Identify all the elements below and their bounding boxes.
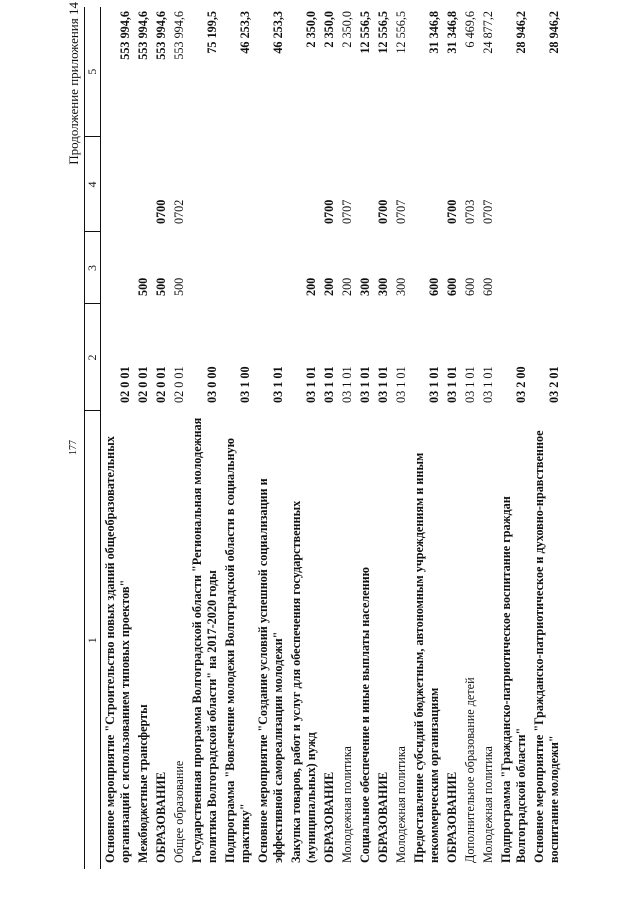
row-code-cell: 03 1 01 <box>271 366 285 403</box>
page-number: 177 <box>68 440 79 455</box>
row-sum-cell: 553 994,6 <box>154 11 168 60</box>
row-name-cell: Государственная программа Волгоградской области "Региональная молодежная политика Волгоградской области" на 2017-2020 годы <box>190 417 219 863</box>
continuation-label: Продолжение приложения 14 <box>66 2 81 165</box>
row-section-cell <box>530 137 563 232</box>
row-expense-type-cell: 200 <box>322 277 336 296</box>
row-sum-cell: 553 994,6 <box>118 11 132 60</box>
row-sum-cell: 12 556,5 <box>394 11 408 54</box>
row-sum-cell: 75 199,5 <box>205 11 219 54</box>
row-section-cell: 0707 <box>394 199 408 224</box>
table-row <box>188 7 221 869</box>
row-name-cell: Подпрограмма "Вовлечение молодежи Волгоградской области в социальную практику" <box>223 438 252 863</box>
row-section-cell: 0702 <box>172 199 186 224</box>
row-expense-type-cell: 300 <box>358 277 372 296</box>
row-expense-type-cell <box>254 232 287 304</box>
row-code-cell: 03 0 00 <box>205 366 219 403</box>
row-code-cell: 02 0 01 <box>136 366 150 403</box>
row-expense-type-cell: 500 <box>172 277 186 296</box>
row-section-cell: 0700 <box>376 199 390 224</box>
row-expense-type-cell <box>221 232 254 304</box>
table-row <box>479 7 497 869</box>
row-code-cell: 02 0 01 <box>172 366 186 403</box>
table-header-row <box>85 7 101 869</box>
row-code-cell: 03 1 01 <box>340 366 354 403</box>
row-sum-cell: 12 556,5 <box>358 11 372 54</box>
table-row <box>287 7 320 869</box>
row-sum-cell: 2 350,0 <box>322 11 336 48</box>
row-expense-type-cell: 600 <box>463 277 477 296</box>
table-row <box>254 7 287 869</box>
row-sum-cell: 553 994,6 <box>136 11 150 60</box>
row-code-cell: 03 1 00 <box>238 366 252 403</box>
row-expense-type-cell: 500 <box>136 277 150 296</box>
table-row <box>356 7 374 869</box>
row-name-cell: Закупка товаров, работ и услуг для обеспечения государственных (муниципальных) нужд <box>289 500 318 863</box>
column-header-2: 2 <box>85 304 101 411</box>
row-section-cell: 0700 <box>322 199 336 224</box>
column-header-1: 1 <box>85 411 101 869</box>
row-expense-type-cell <box>101 232 135 304</box>
table-row <box>221 7 254 869</box>
row-expense-type-cell: 300 <box>376 277 390 296</box>
row-name-cell: Подпрограмма "Гражданско-патриотическое воспитание граждан Волгоградской области" <box>499 496 528 863</box>
row-sum-cell: 31 346,8 <box>445 11 459 54</box>
row-code-cell: 03 1 01 <box>304 366 318 403</box>
row-code-cell: 03 2 00 <box>514 366 528 403</box>
row-expense-type-cell: 600 <box>481 277 495 296</box>
row-name-cell: ОБРАЗОВАНИЕ <box>376 771 390 863</box>
table-row <box>320 7 338 869</box>
row-name-cell: Предоставление субсидий бюджетным, автономным учреждениям и иным некоммерческим организациям <box>412 452 441 863</box>
row-expense-type-cell: 200 <box>340 277 354 296</box>
row-section-cell <box>221 137 254 232</box>
table-body <box>101 7 564 869</box>
row-section-cell <box>287 137 320 232</box>
row-name-cell: ОБРАЗОВАНИЕ <box>322 771 336 863</box>
row-code-cell: 03 2 01 <box>547 366 561 403</box>
row-section-cell <box>497 137 530 232</box>
table-row <box>497 7 530 869</box>
row-name-cell: Межбюджетные трансферты <box>136 704 150 863</box>
table-row <box>410 7 443 869</box>
row-expense-type-cell <box>530 232 563 304</box>
table-row <box>530 7 563 869</box>
row-name-cell: Дополнительное образование детей <box>463 677 477 863</box>
table-row <box>461 7 479 869</box>
table-row <box>392 7 410 869</box>
row-sum-cell: 553 994,6 <box>172 11 186 60</box>
row-code-cell: 03 1 01 <box>463 366 477 403</box>
row-sum-cell: 28 946,2 <box>514 11 528 54</box>
row-expense-type-cell: 500 <box>154 277 168 296</box>
row-sum-cell: 2 350,0 <box>340 11 354 48</box>
row-name-cell: Молодежная политика <box>394 746 408 863</box>
row-code-cell: 03 1 01 <box>481 366 495 403</box>
row-name-cell: Молодежная политика <box>340 746 354 863</box>
row-sum-cell: 28 946,2 <box>547 11 561 54</box>
row-code-cell: 02 0 01 <box>154 366 168 403</box>
row-section-cell <box>254 137 287 232</box>
row-code-cell: 02 0 01 <box>118 366 132 403</box>
row-sum-cell: 6 469,6 <box>463 11 477 48</box>
row-name-cell: Основное мероприятие "Гражданско-патриотическое и духовно-нравственное воспитание молодежи" <box>532 430 561 863</box>
row-name-cell: Общее образование <box>172 760 186 863</box>
table-row <box>134 7 152 869</box>
row-name-cell: Социальное обеспечение и иные выплаты населению <box>358 567 372 863</box>
row-code-cell: 03 1 01 <box>358 366 372 403</box>
row-name-cell: ОБРАЗОВАНИЕ <box>445 771 459 863</box>
row-section-cell: 0700 <box>445 199 459 224</box>
row-sum-cell: 46 253,3 <box>238 11 252 54</box>
table-row <box>443 7 461 869</box>
row-sum-cell: 46 253,3 <box>271 11 285 54</box>
row-name-cell: Основное мероприятие "Создание условий успешной социализации и эффективной самореализации молодежи" <box>256 478 285 863</box>
budget-table <box>84 7 563 869</box>
row-section-cell <box>134 137 152 232</box>
table-row <box>152 7 170 869</box>
row-section-cell <box>188 137 221 232</box>
row-section-cell: 0707 <box>481 199 495 224</box>
row-sum-cell: 12 556,5 <box>376 11 390 54</box>
row-section-cell <box>410 137 443 232</box>
row-name-cell: Молодежная политика <box>481 746 495 863</box>
column-header-3: 3 <box>85 232 101 304</box>
row-name-cell: Основное мероприятие "Строительство новых зданий общеобразовательных организаций с использованием типовых проектов" <box>103 436 132 863</box>
row-expense-type-cell: 600 <box>445 277 459 296</box>
row-section-cell <box>356 137 374 232</box>
row-expense-type-cell: 300 <box>394 277 408 296</box>
column-header-4: 4 <box>85 137 101 232</box>
table-row <box>101 7 135 869</box>
table-row <box>170 7 188 869</box>
row-code-cell: 03 1 01 <box>376 366 390 403</box>
row-sum-cell: 31 346,8 <box>427 11 441 54</box>
row-code-cell: 03 1 01 <box>427 366 441 403</box>
column-header-5: 5 <box>85 7 101 137</box>
table-row <box>338 7 356 869</box>
row-section-cell: 0700 <box>154 199 168 224</box>
row-code-cell: 03 1 01 <box>445 366 459 403</box>
row-name-cell: ОБРАЗОВАНИЕ <box>154 771 168 863</box>
row-section-cell <box>101 137 135 232</box>
row-code-cell: 03 1 01 <box>394 366 408 403</box>
table-row <box>374 7 392 869</box>
row-sum-cell: 2 350,0 <box>304 11 318 48</box>
row-section-cell: 0707 <box>340 199 354 224</box>
row-code-cell: 03 1 01 <box>322 366 336 403</box>
row-sum-cell: 24 877,2 <box>481 11 495 54</box>
row-section-cell: 0703 <box>463 199 477 224</box>
row-expense-type-cell <box>497 232 530 304</box>
row-expense-type-cell: 600 <box>427 277 441 296</box>
row-expense-type-cell: 200 <box>304 277 318 296</box>
row-expense-type-cell <box>188 232 221 304</box>
